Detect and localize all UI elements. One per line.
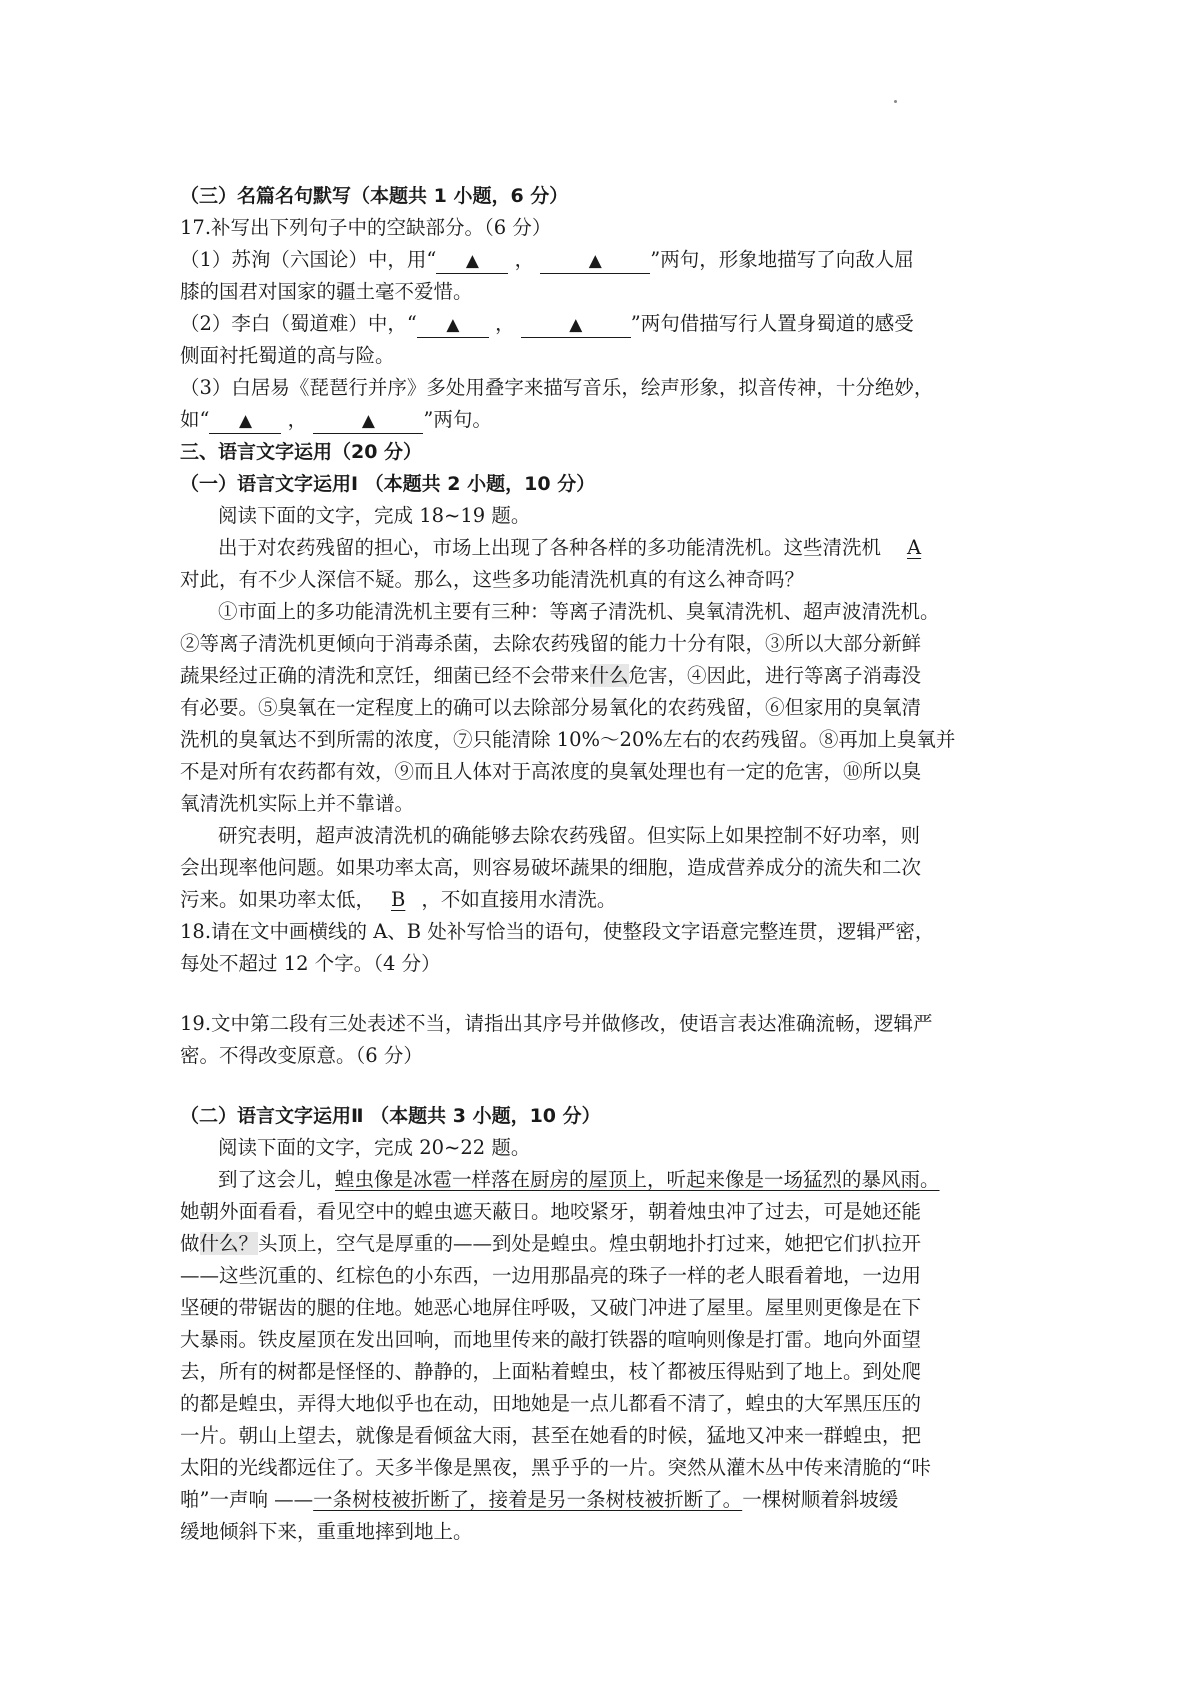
passage-3-line: 研究表明，超声波清洗机的确能够去除农药残留。但实际上如果控制不好功率，则: [218, 824, 921, 847]
highlighted-word: 什么？: [199, 1232, 259, 1255]
story-line: ——这些沉重的、红棕色的小东西，一边用那晶亮的珠子一样的老人眼看着地，一边用: [180, 1264, 922, 1287]
blank-A: A: [907, 536, 922, 559]
story-line: 太阳的光线都远住了。天多半像是黑夜，黑乎乎的一片。突然从灌木丛中传来清脆的“咔: [180, 1456, 931, 1479]
answer-blank[interactable]: ▲: [436, 249, 508, 274]
passage-2-line: ②等离子清洗机更倾向于消毒杀菌，去除农药残留的能力十分有限，③所以大部分新鲜: [180, 632, 922, 655]
answer-space: [180, 980, 1040, 1008]
subsection-1-heading: （一）语言文字运用Ⅰ （本题共 2 小题，10 分）: [180, 473, 596, 495]
page-content: [180, 180, 1040, 1548]
story-line: 去，所有的树都是怪怪的、静静的，上面粘着蝗虫，枝丫都被压得贴到了地上。到处爬: [180, 1360, 922, 1383]
story-line: 的都是蝗虫，弄得大地似乎也在动，田地她是一点儿都看不清了，蝗虫的大军黑压压的: [180, 1392, 922, 1415]
q17-item-1: （1）苏洵（六国论）中，用“ ▲ ， ▲ ”两句，形象地描写了向敌人屈: [180, 244, 1040, 276]
story-line: 啪”一声响 ——一条树枝被折断了，接着是另一条树枝被折断了。一棵树顺着斜坡缓: [180, 1488, 899, 1511]
q17-item-2-continued: 侧面衬托蜀道的高与险。: [180, 344, 395, 367]
passage-1-line: 对此，有不少人深信不疑。那么，这些多功能清洗机真的有这么神奇吗？: [180, 568, 805, 591]
highlighted-word: 什么: [589, 664, 629, 687]
story-line: 一片。朝山上望去，就像是看倾盆大雨，甚至在她看的时候，猛地又冲来一群蝗虫，把: [180, 1424, 922, 1447]
passage-2-line: 蔬果经过正确的清洗和烹饪，细菌已经不会带来什么危害，④因此，进行等离子消毒没: [180, 664, 922, 687]
story-line: 坚硬的带锯齿的腿的住地。她恶心地屏住呼吸，又破门冲进了屋里。屋里则更像是在下: [180, 1296, 922, 1319]
section-heading-famous-quotes: （三）名篇名句默写（本题共 1 小题，6 分）: [180, 185, 569, 207]
answer-blank[interactable]: ▲: [540, 249, 650, 274]
underlined-sentence: 蝗虫像是冰雹一样落在厨房的屋顶上，听起来像是一场猛烈的暴风雨。: [335, 1168, 940, 1191]
question-19-continued: 密。不得改变原意。（6 分）: [180, 1044, 423, 1067]
reading-instruction-2: 阅读下面的文字，完成 20~22 题。: [218, 1136, 531, 1159]
stray-mark: [894, 100, 897, 103]
passage-3-line: 污来。如果功率太低， B ，不如直接用水清洗。: [180, 888, 617, 911]
answer-blank[interactable]: ▲: [209, 409, 281, 434]
underlined-sentence: 一条树枝被折断了，接着是另一条树枝被折断了。: [313, 1488, 743, 1511]
question-19: 19.文中第二段有三处表述不当，请指出其序号并做修改，使语言表达准确流畅，逻辑严: [180, 1012, 933, 1035]
answer-space: [180, 1072, 1040, 1100]
answer-blank[interactable]: ▲: [313, 409, 423, 434]
question-17: 17.补写出下列句子中的空缺部分。（6 分）: [180, 216, 552, 239]
q17-item-3-continued: 如“ ▲ ， ▲ ”两句。: [180, 404, 1040, 436]
story-line: 到了这会儿，蝗虫像是冰雹一样落在厨房的屋顶上，听起来像是一场猛烈的暴风雨。: [218, 1168, 940, 1191]
passage-2-line: 不是对所有农药都有效，⑨而且人体对于高浓度的臭氧处理也有一定的危害，⑩所以臭: [180, 760, 922, 783]
passage-2-line: ①市面上的多功能清洗机主要有三种：等离子清洗机、臭氧清洗机、超声波清洗机。: [218, 600, 940, 623]
q17-item-1-continued: 膝的国君对国家的疆土毫不爱惜。: [180, 280, 473, 303]
passage-2-line: 洗机的臭氧达不到所需的浓度，⑦只能清除 10%～20%左右的农药残留。⑧再加上臭氧并: [180, 728, 956, 751]
story-line: 大暴雨。铁皮屋顶在发出回响，而地里传来的敲打铁器的喧响则像是打雷。地向外面望: [180, 1328, 922, 1351]
passage-1-line: 出于对农药残留的担心，市场上出现了各种各样的多功能清洗机。这些清洗机 A: [218, 536, 922, 559]
answer-blank[interactable]: ▲: [521, 313, 631, 338]
story-line: 缓地倾斜下来，重重地摔到地上。: [180, 1520, 473, 1543]
answer-blank[interactable]: ▲: [417, 313, 489, 338]
subsection-2-heading: （二）语言文字运用Ⅱ （本题共 3 小题，10 分）: [180, 1105, 601, 1127]
part-3-heading: 三、语言文字运用（20 分）: [180, 441, 423, 463]
passage-3-line: 会出现率他问题。如果功率太高，则容易破坏蔬果的细胞，造成营养成分的流失和二次: [180, 856, 922, 879]
q17-item-2: （2）李白（蜀道难）中，“ ▲ ， ▲ ”两句借描写行人置身蜀道的感受: [180, 308, 1040, 340]
question-18-continued: 每处不超过 12 个字。（4 分）: [180, 952, 441, 975]
story-line: 做什么？头顶上，空气是厚重的——到处是蝗虫。煌虫朝地扑打过来，她把它们扒拉开: [180, 1232, 922, 1255]
passage-2-line: 氧清洗机实际上并不靠谱。: [180, 792, 415, 815]
passage-2-line: 有必要。⑤臭氧在一定程度上的确可以去除部分易氧化的农药残留，⑥但家用的臭氧清: [180, 696, 922, 719]
reading-instruction-1: 阅读下面的文字，完成 18~19 题。: [218, 504, 531, 527]
blank-B: B: [391, 888, 406, 911]
q17-item-3: （3）白居易《琵琶行并序》多处用叠字来描写音乐，绘声形象，拟音传神，十分绝妙，: [180, 376, 934, 399]
question-18: 18.请在文中画横线的 A、B 处补写恰当的语句，使整段文字语意完整连贯，逻辑严密，: [180, 920, 935, 943]
story-line: 她朝外面看看，看见空中的蝗虫遮天蔽日。地咬紧牙，朝着烛虫冲了过去，可是她还能: [180, 1200, 922, 1223]
